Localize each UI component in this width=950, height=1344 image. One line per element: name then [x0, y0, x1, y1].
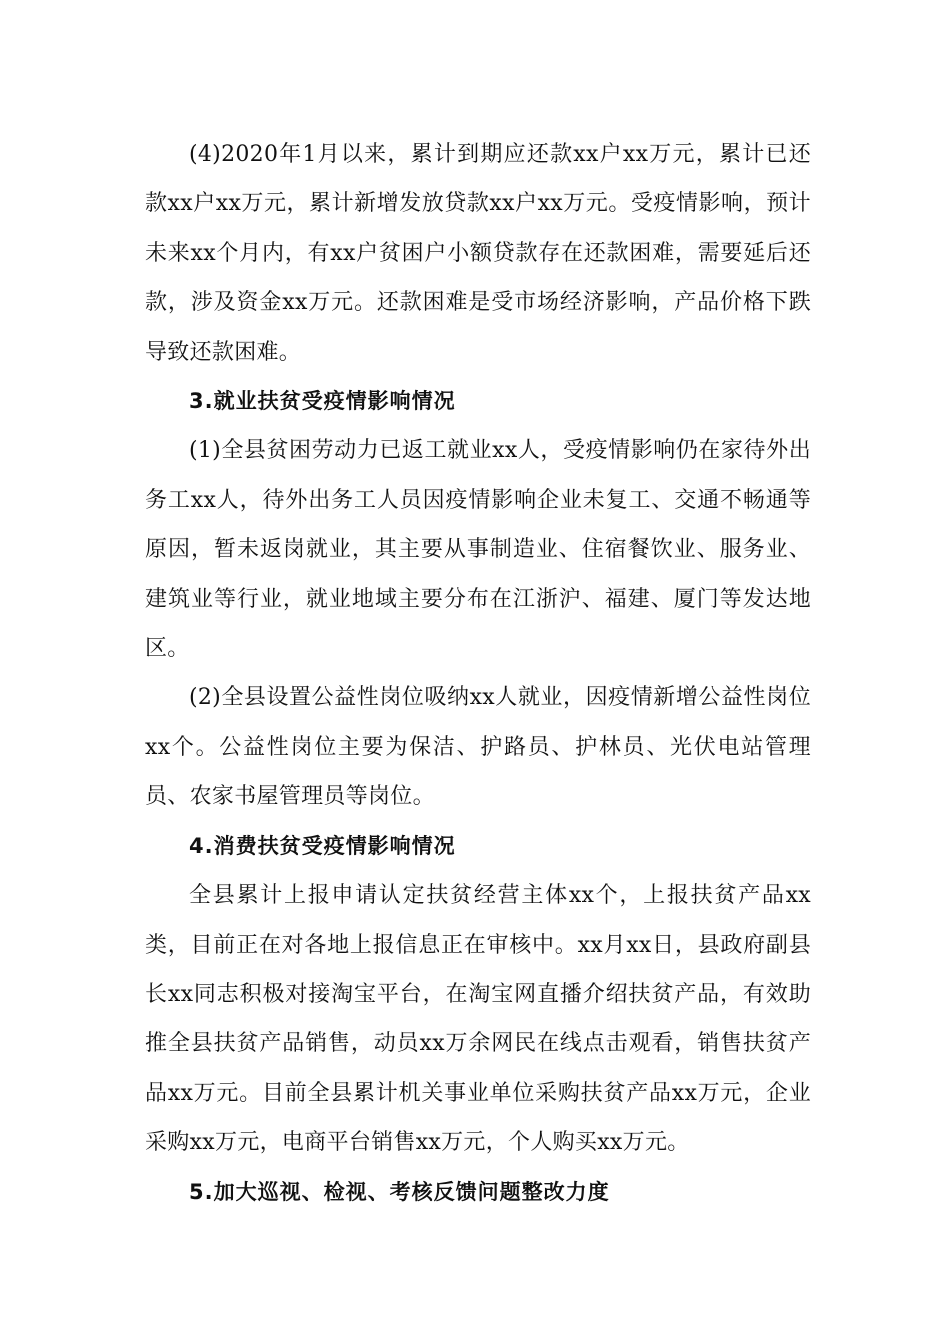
- paragraph-consumption-poverty: 全县累计上报申请认定扶贫经营主体xx个，上报扶贫产品xx类，目前正在对各地上报信息正在审核中。xx月xx日，县政府副县长xx同志积极对接淘宝平台，在淘宝网直播介绍扶贫产品，有效助推全县扶贫产品销售，动员xx万余网民在线点击观看，销售扶贫产品xx万元。目前全县累计机关事业单位采购扶贫产品xx万元，企业采购xx万元，电商平台销售xx万元，个人购买xx万元。: [145, 883, 811, 1156]
- section-heading-consumption: 4.消费扶贫受疫情影响情况: [189, 833, 456, 858]
- document-body: [145, 130, 811, 1217]
- paragraph-loan-repayment: (4)2020年1月以来，累计到期应还款xx户xx万元，累计已还款xx户xx万元，累计新增发放贷款xx户xx万元。受疫情影响，预计未来xx个月内，有xx户贫困户小额贷款存在还款困难，需要延后还款，涉及资金xx万元。还款困难是受市场经济影响，产品价格下跌导致还款困难。: [145, 142, 811, 365]
- section-heading-employment: 3.就业扶贫受疫情影响情况: [189, 389, 456, 414]
- paragraph-public-welfare-posts: (2)全县设置公益性岗位吸纳xx人就业，因疫情新增公益性岗位xx个。公益性岗位主要为保洁、护路员、护林员、光伏电站管理员、农家书屋管理员等岗位。: [145, 685, 811, 810]
- section-heading-rectification: 5.加大巡视、检视、考核反馈问题整改力度: [189, 1179, 610, 1204]
- paragraph-labor-return: (1)全县贫困劳动力已返工就业xx人，受疫情影响仍在家待外出务工xx人，待外出务工人员因疫情影响企业未复工、交通不畅通等原因，暂未返岗就业，其主要从事制造业、住宿餐饮业、服务业、建筑业等行业，就业地域主要分布在江浙沪、福建、厦门等发达地区。: [145, 438, 811, 662]
